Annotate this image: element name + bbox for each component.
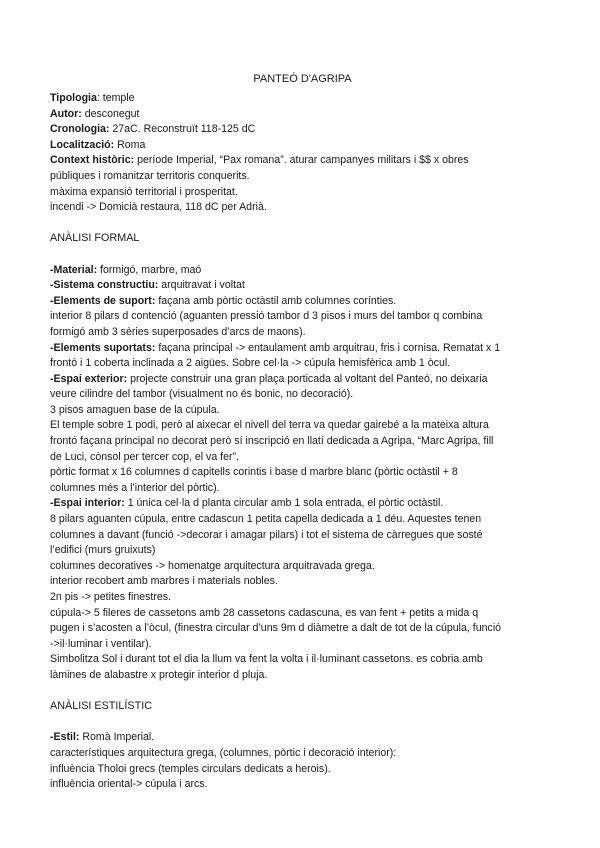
exterior-value: projecte construir una gran plaça porticada al voltant del Panteó, no deixaria [127,372,488,385]
text-line: Simbolitza Sol i durant tot el dia la llum va fent la volta i il·luminant cassetons. es cobria amb [50,653,483,666]
suportats-label: -Elements suportats: [50,341,156,354]
interior-value: 1 única cel·la d planta circular amb 1 sola entrada, el pòrtic octàstil. [124,497,444,510]
text-line: cúpula-> 5 fileres de cassetons amb 28 cassetons cadascuna, es van fent + petits a mida q [50,606,479,619]
text-line: veure cilindre del tambor (visualment no és bonic, no decoració). [50,388,354,401]
sistema-label: -Sistema constructiu: [50,279,159,292]
context-line: públiques i romanitzar territoris conquerits. [50,169,250,182]
suportats-value: façana principal -> entaulament amb arquitrau, fris i cornisa. Rematat x 1 [155,341,501,354]
context-line: període Imperial, “Pax romana”. aturar campanyes militars i $$ x obres [134,154,469,167]
text-line: El temple sobre 1 podi, però al aixecar el nivell del terra va quedar gairebé a la mateixa altura [50,419,489,432]
text-line: 3 pisos amaguen base de la cúpula. [50,403,220,416]
tipologia-value: : temple [96,92,135,104]
context-line: incendi -> Domicià restaura, 118 dC per Adrià. [50,201,267,214]
suport-row [50,294,555,310]
estil-value: Romà Imperial. [79,731,155,744]
material-value: formigó, marbre, maó [97,263,202,276]
suportats-row [50,341,555,357]
section-heading-analisi-estilistic: ANÀLISI ESTILÍSTIC [50,700,153,713]
page-title: PANTEÓ D'AGRIPA [253,73,352,85]
localitzacio-label: Localització: [50,138,115,151]
tipologia-row [50,91,555,107]
interior-row [50,496,555,512]
cronologia-value: 27aC. Reconstruït 118-125 dC [109,123,256,136]
text-line: influència oriental-> cúpula i arcs. [50,778,208,791]
estil-row [50,730,555,746]
section-heading-analisi-formal: ANÀLISI FORMAL [50,232,140,245]
text-line: l’edifici (murs gruixuts) [50,544,156,557]
text-line: columnes a davant (funció ->decorar i amagar pilars) i tot el sistema de càrregues que sosté [50,528,483,541]
text-line: característiques arquitectura grega, (columnes, pòrtic i decoració interior): [50,746,397,759]
text-line: 2n pis -> petites finestres. [50,591,172,603]
context-row [50,153,555,169]
material-row [50,263,555,279]
interior-label: -Espai interior: [50,497,125,510]
context-label: Context històric: [50,154,135,167]
text-line: pòrtic format x 16 columnes d capitells corintis i base d marbre blanc (pòrtic octàstil + 8 [50,466,458,479]
suport-label: -Elements de suport: [50,294,156,307]
text-line: làmines de alabastre x protegir interior d pluja. [50,668,268,681]
text-line: columnes decoratives -> homenatge arquitectura arquitravada grega. [50,559,375,572]
material-label: -Material: [50,263,98,276]
text-line: influència Tholoi grecs (temples circulars dedicats a herois). [50,762,331,775]
cronologia-row [50,122,555,138]
text-line: ->il·luminar i ventilar). [50,637,152,650]
autor-label: Autor: [50,107,82,120]
context-line: màxima expansió territorial i prosperitat. [50,185,238,198]
estil-label: -Estil: [50,731,80,744]
text-line: formigó amb 3 sèries superposades d’arcs de maons). [50,325,306,338]
text-line: frontó façana principal no decorat però sí inscripció en llatí dedicada a Agripa, “Marc Agripa, fill [50,435,494,448]
document-page [50,72,555,793]
text-line: interior 8 pilars d contenció (aguanten pressió tambor d 3 pisos i murs del tambor q combina [50,310,483,323]
autor-value: desconegut [81,107,140,120]
localitzacio-value: Roma [114,138,146,151]
sistema-value: arquitravat i voltat [158,279,245,292]
text-line: de Luci, cònsol per tercer cop, el va fer”. [50,450,240,463]
text-line: columnes més a l’interior del pòrtic). [50,481,220,494]
autor-row [50,107,555,123]
text-line: frontó i 1 coberta inclinada a 2 aigües. Sobre cel·la -> cúpula hemisfèrica amb 1 òcul. [50,357,451,370]
tipologia-label: Tipologia [50,92,97,104]
text-line: interior recobert amb marbres i materials nobles. [50,575,278,588]
text-line: 8 pilars aguanten cúpula, entre cadascun 1 petita capella dedicada a 1 déu. Aquestes tenen [50,513,482,526]
localitzacio-row [50,138,555,154]
sistema-row [50,278,555,294]
exterior-label: -Espai exterior: [50,372,128,385]
exterior-row [50,372,555,388]
text-line: pugen i s’acosten a l’òcul, (finestra circular d’uns 9m d diàmetre a dalt de tot de la cúpula, funció [50,622,502,635]
suport-value: façana amb pòrtic octàstil amb columnes corínties. [155,294,397,307]
cronologia-label: Cronologia: [50,123,110,136]
